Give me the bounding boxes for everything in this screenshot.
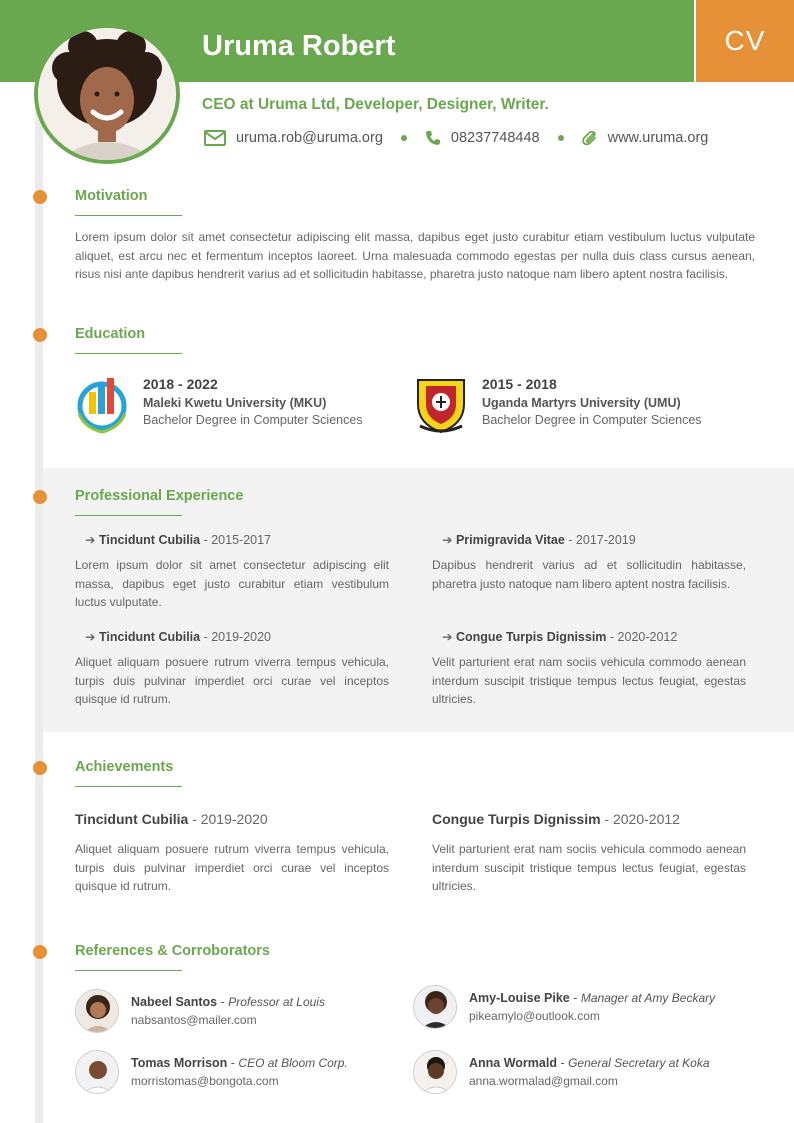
section-underline xyxy=(75,786,182,787)
experience-text: Velit parturient erat nam sociis vehicula commodo aenean interdum suscipit tristique tempus lectus feugiat, egestas ultricies. xyxy=(432,655,746,706)
candidate-name: Uruma Robert xyxy=(202,30,396,62)
experience-heading xyxy=(442,629,677,644)
phone-icon xyxy=(425,130,441,146)
achievements-title: Achievements xyxy=(75,759,174,775)
education-title: Education xyxy=(75,326,146,342)
reference-name-line: Nabeel Santos - Professor at Louis xyxy=(131,995,325,1009)
timeline-dot xyxy=(33,328,47,342)
experience-text: Dapibus hendrerit varius ad et sollicitudin habitasse, pharetra justo natoque nam libero aptent nostra facilisis. xyxy=(432,558,746,591)
education-years: 2018 - 2022 xyxy=(143,376,218,392)
section-underline xyxy=(75,353,182,354)
email-text: uruma.rob@uruma.org xyxy=(236,130,383,146)
contact-phone[interactable] xyxy=(425,130,540,146)
references-title: References & Corroborators xyxy=(75,943,270,959)
section-underline xyxy=(75,970,182,971)
reference-avatar xyxy=(75,1050,119,1094)
achievement-name: Tincidunt Cubilia xyxy=(75,811,189,827)
reference-avatar xyxy=(413,1050,457,1094)
reference-item xyxy=(75,1050,348,1094)
contact-website[interactable] xyxy=(582,130,709,146)
arrow-right-icon: ➔ xyxy=(85,630,99,644)
experience-heading xyxy=(442,532,636,547)
contact-row xyxy=(204,130,708,146)
reference-item xyxy=(75,989,325,1033)
achievement-name: Congue Turpis Dignissim xyxy=(432,811,601,827)
reference-item xyxy=(413,985,715,1029)
person-avatar-icon xyxy=(76,990,119,1033)
reference-email[interactable]: anna.wormalad@gmail.com xyxy=(469,1074,618,1088)
motivation-text: Lorem ipsum dolor sit amet consectetur adipiscing elit massa, dapibus eget justo curabitur etiam vestibulum luctus vulputate aliquet, est arcu nec et fermentum inceptos laoreet. Urna malesuada commodo egestas per nulla duis class cursus aenean, risus nisi ante dapibus hendrerit varius ad et sollicitudin habitasse, pharetra justo natoque nam libero aptent nostra facilisis. xyxy=(75,230,755,281)
achievement-heading xyxy=(432,811,680,827)
experience-text: Lorem ipsum dolor sit amet consectetur adipiscing elit massa, dapibus eget justo curabitur etiam vestibulum luctus vulputate. xyxy=(75,558,389,609)
arrow-right-icon: ➔ xyxy=(442,533,456,547)
reference-role: Manager at Amy Beckary xyxy=(580,991,716,1005)
timeline-dot xyxy=(33,945,47,959)
reference-avatar xyxy=(413,985,457,1029)
motivation-title: Motivation xyxy=(75,188,148,204)
envelope-icon xyxy=(204,130,226,146)
achievement-period: - 2020-2012 xyxy=(600,811,680,827)
experience-period: - 2017-2019 xyxy=(564,533,636,547)
crest-logo-icon xyxy=(412,374,470,436)
reference-email[interactable]: nabsantos@mailer.com xyxy=(131,1013,257,1027)
reference-role: General Secretary at Koka xyxy=(568,1056,710,1070)
reference-name-line: Anna Wormald - General Secretary at Koka xyxy=(469,1056,710,1070)
timeline-dot xyxy=(33,490,47,504)
experience-company: Tincidunt Cubilia xyxy=(98,630,201,644)
reference-name-line: Amy-Louise Pike - Manager at Amy Beckary xyxy=(469,991,716,1005)
contact-separator xyxy=(558,135,564,141)
reference-email[interactable]: pikeamylo@outlook.com xyxy=(469,1009,600,1023)
section-underline xyxy=(75,215,182,216)
timeline-line xyxy=(35,82,43,1123)
education-university: Uganda Martyrs University (UMU) xyxy=(482,396,681,410)
reference-item xyxy=(413,1050,710,1094)
education-item xyxy=(412,374,702,436)
person-avatar-icon xyxy=(76,1051,119,1094)
contact-email[interactable] xyxy=(204,130,383,146)
education-item xyxy=(73,374,363,436)
achievement-heading xyxy=(75,811,268,827)
contact-separator xyxy=(401,135,407,141)
experience-title: Professional Experience xyxy=(75,488,244,504)
experience-period: - 2015-2017 xyxy=(200,533,271,547)
education-degree: Bachelor Degree in Computer Sciences xyxy=(482,413,702,427)
reference-name: Nabeel Santos xyxy=(131,995,218,1009)
achievement-text: Velit parturient erat nam sociis vehicula commodo aenean interdum suscipit tristique tempus lectus feugiat, egestas ultricies. xyxy=(432,842,746,893)
reference-name: Amy-Louise Pike xyxy=(469,991,570,1005)
website-text: www.uruma.org xyxy=(607,130,709,146)
paperclip-icon xyxy=(582,130,598,146)
experience-company: Primigravida Vitae xyxy=(455,533,565,547)
cv-badge: CV xyxy=(696,0,794,82)
profile-photo xyxy=(34,24,180,164)
timeline-dot xyxy=(33,761,47,775)
phone-text: 08237748448 xyxy=(450,130,540,146)
experience-company: Tincidunt Cubilia xyxy=(98,533,201,547)
experience-period: - 2019-2020 xyxy=(200,630,271,644)
reference-role: Professor at Louis xyxy=(228,995,325,1009)
experience-company: Congue Turpis Dignissim xyxy=(455,630,607,644)
section-underline xyxy=(75,515,182,516)
experience-period: - 2020-2012 xyxy=(606,630,678,644)
person-avatar-icon xyxy=(414,1051,457,1094)
achievement-period: - 2019-2020 xyxy=(188,811,268,827)
arrow-right-icon: ➔ xyxy=(442,630,456,644)
bar-chart-logo-icon xyxy=(73,374,131,436)
reference-avatar xyxy=(75,989,119,1033)
job-title: CEO at Uruma Ltd, Developer, Designer, Writer. xyxy=(202,96,549,113)
reference-name: Tomas Morrison xyxy=(131,1056,228,1070)
reference-email[interactable]: morristomas@bongota.com xyxy=(131,1074,279,1088)
person-avatar-icon xyxy=(414,986,457,1029)
achievement-text: Aliquet aliquam posuere rutrum viverra tempus vehicula, turpis duis pulvinar imperdiet orci curae vel inceptos quisque id rutrum. xyxy=(75,842,389,893)
reference-name: Anna Wormald xyxy=(469,1056,557,1070)
reference-role: CEO at Bloom Corp. xyxy=(238,1056,348,1070)
education-university: Maleki Kwetu University (MKU) xyxy=(143,396,327,410)
arrow-right-icon: ➔ xyxy=(85,533,99,547)
profile-portrait-icon xyxy=(38,28,176,160)
education-degree: Bachelor Degree in Computer Sciences xyxy=(143,413,363,427)
timeline-dot xyxy=(33,190,47,204)
experience-heading xyxy=(85,532,271,547)
experience-text: Aliquet aliquam posuere rutrum viverra tempus vehicula, turpis duis pulvinar imperdiet orci curae vel inceptos quisque id rutrum. xyxy=(75,655,389,706)
reference-name-line: Tomas Morrison - CEO at Bloom Corp. xyxy=(131,1056,348,1070)
education-years: 2015 - 2018 xyxy=(482,376,557,392)
experience-heading xyxy=(85,629,271,644)
